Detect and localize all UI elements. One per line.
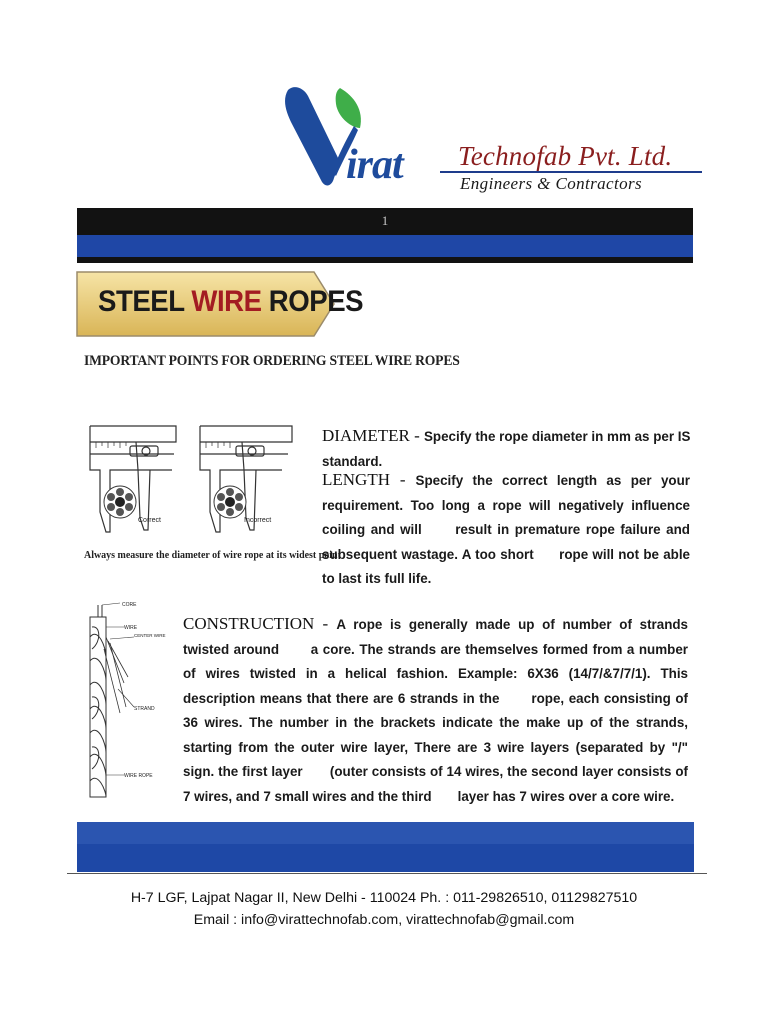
wire-rope-construction-figure	[80, 597, 166, 802]
caliper-label-incorrect: Incorrect	[244, 517, 272, 524]
header-band-black	[77, 208, 693, 235]
rope-label-strand: STRAND	[134, 706, 155, 712]
length-paragraph	[322, 468, 713, 592]
rope-label-wire: WIRE	[124, 625, 138, 631]
length-lead: LENGTH -	[322, 470, 416, 489]
diameter-text: Specify the rope diameter in mm as per IS standard.	[322, 429, 717, 469]
company-logo	[278, 78, 448, 190]
diameter-paragraph	[322, 424, 717, 474]
rope-label-wire-rope: WIRE ROPE	[124, 773, 153, 779]
banner-word-ropes: ROPES	[261, 285, 364, 318]
caliper-caption: Always measure the diameter of wire rope at its widest point	[84, 550, 341, 561]
footer-band-blue-bottom	[77, 844, 694, 872]
header-band-black-bottom	[77, 257, 693, 263]
banner-word-wire: WIRE	[191, 285, 262, 318]
banner-word-steel: STEEL	[98, 285, 192, 318]
footer-divider	[67, 873, 707, 874]
caliper-correct-drawing	[90, 426, 176, 532]
footer-address: H-7 LGF, Lajpat Nagar II, New Delhi - 110024 Ph. : 011-29826510, 01129827510	[130, 890, 638, 906]
logo-v-blue-stroke	[285, 87, 340, 185]
rope-label-core: CORE	[122, 602, 137, 608]
length-text: Specify the correct length as per your requirement. Too long a rope will negatively influence coiling and will result in premature rope failure and subsequent wastage. A too short rope will not be able to last its full life.	[322, 473, 713, 586]
page-number: 1	[381, 213, 389, 228]
section-subheading: IMPORTANT POINTS FOR ORDERING STEEL WIRE ROPES	[84, 353, 460, 369]
banner-title	[98, 285, 363, 319]
rope-cross-section-incorrect	[214, 486, 246, 518]
construction-text: A rope is generally made up of number of strands twisted around a core. The strands are themselves formed from a number of wires twisted in a helical fashion. Example: 6X36 (14/7/&7/7/1). This description means that there are 6 strands in the rope, each consisting of 36 wires. The number in the brackets indicate the make up of the strands, starting from the outer wire layer, There are 3 wire layers (separated by "/" sign. the first layer (outer consists of 14 wires, the second layer consists of 7 wires, and 7 small wires and the third layer has 7 wires over a core wire.	[183, 617, 715, 804]
footer-band-blue-top	[77, 822, 694, 844]
header-band-blue	[77, 235, 693, 257]
company-tagline: Engineers & Contractors	[460, 174, 643, 193]
company-name: Technofab Pvt. Ltd.	[458, 141, 673, 171]
logo-irat-text: irat	[346, 142, 403, 188]
rope-label-center-wire: CENTER WIRE	[134, 633, 166, 638]
construction-paragraph	[183, 612, 715, 809]
construction-lead: CONSTRUCTION -	[183, 614, 337, 633]
rope-cross-section-correct	[104, 486, 136, 518]
footer-email: Email : info@virattechnofab.com, virattechnofab@gmail.com	[193, 912, 575, 928]
logo-v-green-leaf	[336, 88, 361, 128]
company-name-underline	[440, 171, 702, 173]
diameter-lead: DIAMETER -	[322, 426, 424, 445]
caliper-measurement-figure	[86, 420, 298, 540]
caliper-label-correct: Correct	[138, 517, 161, 524]
